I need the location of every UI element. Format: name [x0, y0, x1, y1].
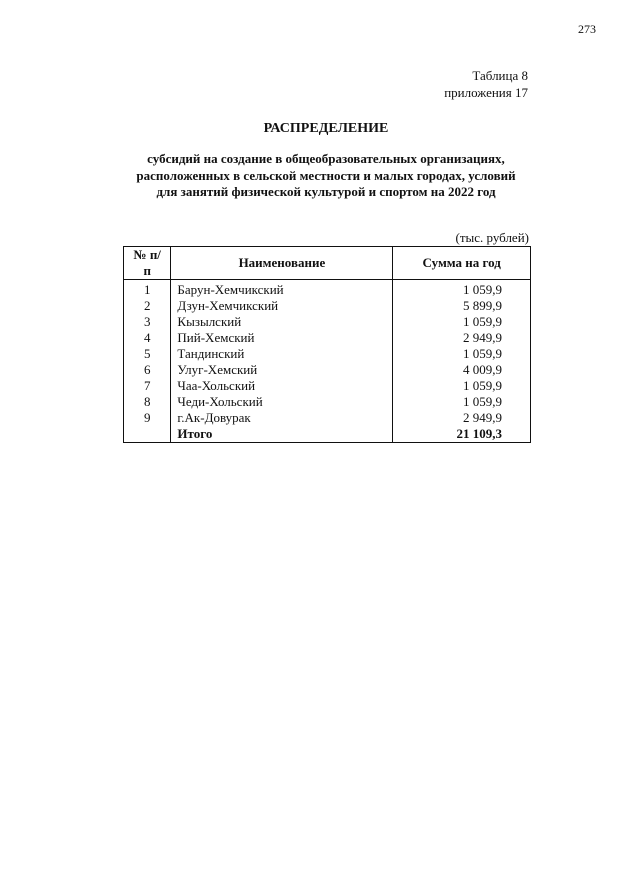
row-name: Чаа-Хольский — [171, 378, 393, 394]
row-sum: 2 949,9 — [393, 330, 531, 346]
page-number: 273 — [578, 22, 596, 36]
document-title: РАСПРЕДЕЛЕНИЕ — [263, 121, 389, 136]
table-row — [124, 378, 531, 394]
row-name: Тандинский — [171, 346, 393, 362]
row-sum: 1 059,9 — [393, 280, 531, 299]
subtitle-line-3: для занятий физической культурой и спортом на 2022 год — [156, 184, 496, 199]
unit-note: (тыс. рублей) — [455, 230, 529, 245]
table-header-row — [124, 247, 531, 280]
row-sum: 4 009,9 — [393, 362, 531, 378]
row-sum: 2 949,9 — [393, 410, 531, 426]
table-row — [124, 394, 531, 410]
row-number: 5 — [124, 346, 171, 362]
table-row — [124, 362, 531, 378]
row-name: Чеди-Хольский — [171, 394, 393, 410]
table-row — [124, 298, 531, 314]
row-number: 6 — [124, 362, 171, 378]
row-number: 8 — [124, 394, 171, 410]
row-name: Улуг-Хемский — [171, 362, 393, 378]
row-name: Дзун-Хемчикский — [171, 298, 393, 314]
table-row — [124, 314, 531, 330]
table-row — [124, 410, 531, 426]
table-row — [124, 280, 531, 299]
row-number: 3 — [124, 314, 171, 330]
row-sum: 1 059,9 — [393, 346, 531, 362]
table-row — [124, 330, 531, 346]
annex-table-label: Таблица 8 — [472, 68, 528, 83]
row-number: 2 — [124, 298, 171, 314]
table-row — [124, 346, 531, 362]
header-sum: Сумма на год — [393, 247, 531, 280]
annex-appendix-label: приложения 17 — [444, 85, 528, 100]
row-name: Барун-Хемчикский — [171, 280, 393, 299]
row-sum: 5 899,9 — [393, 298, 531, 314]
row-sum: 1 059,9 — [393, 394, 531, 410]
annex-reference — [444, 67, 528, 101]
row-number: 4 — [124, 330, 171, 346]
subsidy-table — [123, 246, 531, 443]
row-name: Пий-Хемский — [171, 330, 393, 346]
row-name: Кызылский — [171, 314, 393, 330]
document-subtitle — [0, 151, 640, 201]
total-label: Итого — [171, 426, 393, 443]
total-number-cell — [124, 426, 171, 443]
total-sum: 21 109,3 — [393, 426, 531, 443]
subtitle-line-1: субсидий на создание в общеобразовательных организациях, — [147, 151, 505, 166]
row-number: 1 — [124, 280, 171, 299]
row-sum: 1 059,9 — [393, 314, 531, 330]
header-name: Наименование — [171, 247, 393, 280]
row-name: г.Ак-Довурак — [171, 410, 393, 426]
row-sum: 1 059,9 — [393, 378, 531, 394]
subtitle-line-2: расположенных в сельской местности и малых городах, условий — [136, 167, 516, 183]
row-number: 7 — [124, 378, 171, 394]
row-number: 9 — [124, 410, 171, 426]
header-number: № п/п — [124, 247, 171, 280]
table-total-row — [124, 426, 531, 443]
